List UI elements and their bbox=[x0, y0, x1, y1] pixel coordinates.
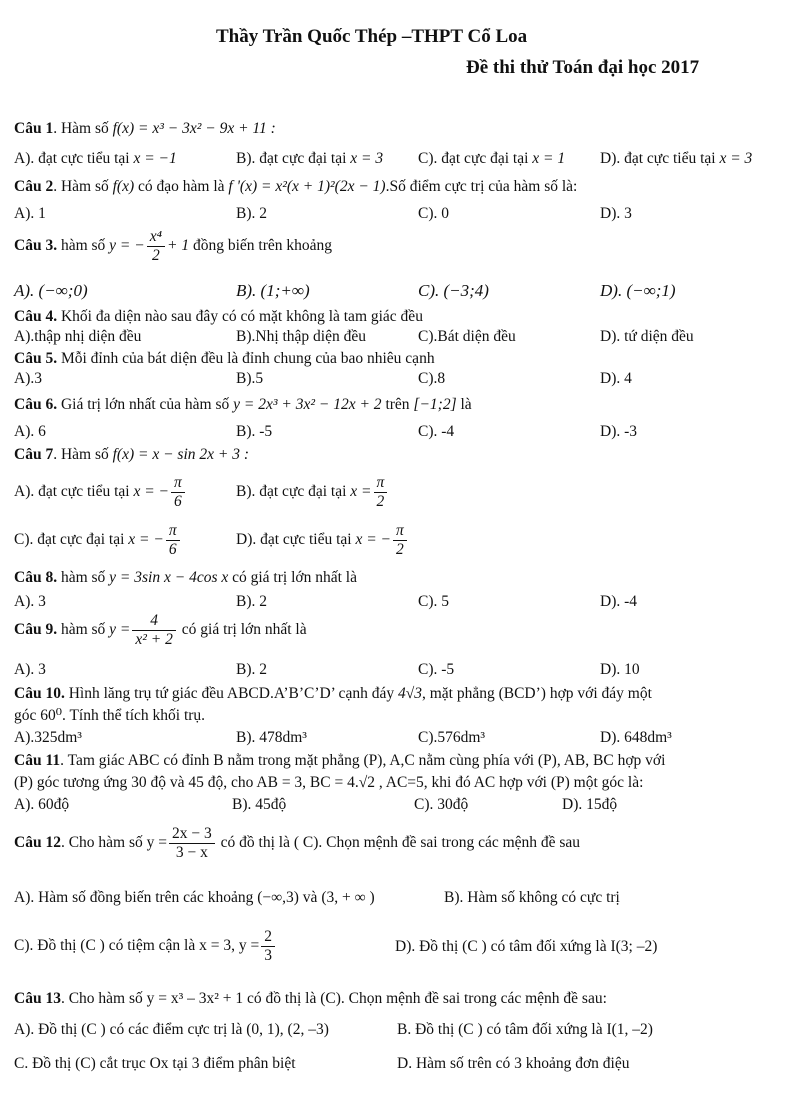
q1-option-a bbox=[14, 150, 177, 168]
q5-option-b: B).5 bbox=[236, 370, 264, 387]
option-fraction bbox=[171, 474, 185, 511]
q11-option-c: C). 30độ bbox=[414, 796, 469, 813]
stem-text: là bbox=[460, 396, 472, 413]
q6-option-b: B). -5 bbox=[236, 423, 273, 440]
fraction-denominator: x² + 2 bbox=[135, 630, 173, 648]
question-7-stem bbox=[14, 446, 249, 464]
fraction-denominator: 6 bbox=[174, 492, 182, 510]
fraction-denominator: 3 − x bbox=[175, 843, 208, 861]
stem-text: có giá trị lớn nhất là bbox=[232, 569, 357, 586]
stem-text: Mỗi đỉnh của bát diện đều là đỉnh chung của bao nhiêu cạnh bbox=[60, 350, 435, 367]
fraction-numerator: π bbox=[393, 522, 407, 541]
q11-option-b: B). 45độ bbox=[232, 796, 287, 813]
q7-option-d bbox=[236, 522, 409, 559]
stem-formula: f(x) = x³ − 3x² − 9x + 11 : bbox=[112, 120, 276, 137]
q7-option-b bbox=[236, 474, 389, 511]
q8-option-d: D). -4 bbox=[600, 593, 638, 610]
question-1-stem bbox=[14, 120, 276, 138]
option-text: C). đạt cực đại tại bbox=[418, 150, 529, 167]
q1-option-c bbox=[418, 150, 565, 168]
q3-option-b: B). (1;+∞) bbox=[236, 281, 310, 300]
option-fraction bbox=[261, 928, 275, 965]
question-5-stem bbox=[14, 350, 435, 368]
q8-option-a: A). 3 bbox=[14, 593, 46, 610]
q4-option-c: C).Bát diện đều bbox=[418, 328, 516, 345]
question-11-stem bbox=[14, 752, 665, 770]
stem-formula: 4√3 bbox=[397, 685, 422, 702]
question-8-stem bbox=[14, 569, 357, 587]
q12-option-c bbox=[14, 928, 277, 965]
q9-option-c: C). -5 bbox=[418, 661, 455, 678]
stem-formula: y = 2x³ + 3x² − 12x + 2 bbox=[233, 396, 382, 413]
q11-option-a: A). 60độ bbox=[14, 796, 70, 813]
q13-option-c: C. Đồ thị (C) cắt trục Ox tại 3 điểm phân biệt bbox=[14, 1055, 296, 1072]
option-text: B). đạt cực đại tại bbox=[236, 482, 347, 500]
question-13-stem bbox=[14, 990, 607, 1008]
stem-text: Giá trị lớn nhất của hàm số bbox=[60, 396, 230, 413]
fraction-numerator: π bbox=[166, 522, 180, 541]
question-12-stem bbox=[14, 825, 580, 862]
stem-formula: f(x) bbox=[112, 178, 135, 195]
q2-option-b: B). 2 bbox=[236, 205, 267, 222]
q5-option-c: C).8 bbox=[418, 370, 446, 387]
stem-text: . Hàm số bbox=[53, 178, 109, 195]
option-formula: x = − bbox=[128, 530, 164, 548]
fraction-denominator: 2 bbox=[376, 492, 385, 510]
fraction-numerator: π bbox=[171, 474, 185, 493]
stem-formula: f(x) = x − sin 2x + 3 : bbox=[112, 446, 250, 463]
option-text: A). đạt cực tiểu tại bbox=[14, 150, 130, 167]
q10-option-c: C).576dm³ bbox=[418, 729, 486, 746]
option-formula: x = 1 bbox=[532, 150, 566, 167]
fraction-denominator: 2 bbox=[152, 246, 160, 264]
question-3-stem bbox=[14, 228, 332, 265]
fraction-numerator: x⁴ bbox=[147, 228, 165, 247]
fraction-denominator: 6 bbox=[168, 540, 177, 558]
q6-option-a: A). 6 bbox=[14, 423, 46, 440]
question-label: Câu 6. bbox=[14, 396, 58, 413]
stem-fraction bbox=[169, 825, 215, 862]
option-formula: x = 3 bbox=[350, 150, 384, 167]
q4-option-d: D). tứ diện đều bbox=[600, 328, 694, 345]
question-label: Câu 8. bbox=[14, 569, 58, 586]
q13-option-a: A). Đồ thị (C ) có các điểm cực trị là (0, 1), (2, –3) bbox=[14, 1021, 329, 1038]
option-text: C). đạt cực đại tại bbox=[14, 530, 125, 548]
option-formula: x = − bbox=[133, 482, 169, 500]
question-10-line2: góc 60⁰. Tính thể tích khối trụ. bbox=[14, 707, 206, 724]
stem-text: Khối đa diện nào sau đây có có mặt không là tam giác đều bbox=[60, 308, 423, 325]
question-label: Câu 7 bbox=[14, 446, 54, 463]
stem-formula: y = bbox=[109, 620, 131, 638]
stem-text: hàm số bbox=[60, 569, 106, 586]
question-10-stem bbox=[14, 685, 652, 703]
question-label: Câu 4. bbox=[14, 308, 58, 325]
q11-option-d: D). 15độ bbox=[562, 796, 618, 813]
q13-option-d: D. Hàm số trên có 3 khoảng đơn điệu bbox=[397, 1055, 630, 1072]
stem-text: . Hàm số bbox=[53, 120, 109, 137]
stem-text: .Số điểm cực trị của hàm số là: bbox=[385, 178, 578, 195]
stem-text: . Cho hàm số y = x³ – 3x² + 1 có đồ thị là (C). Chọn mệnh đề sai trong các mệnh đề sau: bbox=[60, 990, 607, 1007]
option-text: A). đạt cực tiểu tại bbox=[14, 482, 130, 500]
question-label: Câu 2 bbox=[14, 178, 54, 195]
option-text: C). Đồ thị (C ) có tiệm cận là x = 3, y = bbox=[14, 936, 260, 954]
stem-text: có đạo hàm là bbox=[138, 178, 225, 195]
q3-option-c: C). (−3;4) bbox=[418, 281, 489, 300]
q6-option-d: D). -3 bbox=[600, 423, 638, 440]
question-label: Câu 13 bbox=[14, 990, 61, 1007]
stem-text: . Hàm số bbox=[53, 446, 109, 463]
stem-formula: y = bbox=[146, 833, 168, 851]
fraction-numerator: π bbox=[374, 474, 388, 493]
stem-text: . Tam giác ABC có đỉnh B nằm trong mặt phẳng (P), A,C nằm cùng phía với (P), AB, BC hợp với bbox=[60, 752, 666, 769]
stem-interval: [−1;2] bbox=[413, 396, 457, 413]
q5-option-a: A).3 bbox=[14, 370, 42, 387]
question-11-line2: (P) góc tương ứng 30 độ và 45 độ, cho AB = 3, BC = 4.√2 , AC=5, khi đó AC hợp với (P) một góc là: bbox=[14, 774, 644, 791]
stem-fraction bbox=[147, 228, 165, 265]
q6-option-c: C). -4 bbox=[418, 423, 455, 440]
q1-option-b bbox=[236, 150, 383, 168]
q10-option-d: D). 648dm³ bbox=[600, 729, 672, 746]
question-6-stem bbox=[14, 396, 472, 414]
q2-option-d: D). 3 bbox=[600, 205, 632, 222]
question-label: Câu 1 bbox=[14, 120, 54, 137]
q12-option-b: B). Hàm số không có cực trị bbox=[444, 889, 620, 906]
fraction-numerator: 2 bbox=[261, 928, 275, 947]
question-label: Câu 3. bbox=[14, 236, 58, 254]
stem-text: , mặt phẳng (BCD’) hợp với đáy một bbox=[421, 685, 652, 702]
author-title: Thầy Trần Quốc Thép –THPT Cổ Loa bbox=[216, 26, 528, 47]
option-fraction bbox=[166, 522, 180, 559]
exam-title: Đề thi thử Toán đại học 2017 bbox=[466, 57, 700, 78]
stem-fraction bbox=[132, 612, 176, 649]
q8-option-b: B). 2 bbox=[236, 593, 267, 610]
stem-formula: f '(x) = x²(x + 1)²(2x − 1) bbox=[228, 178, 386, 195]
stem-text: hàm số bbox=[60, 620, 106, 638]
question-9-stem bbox=[14, 612, 307, 649]
option-formula: x = bbox=[350, 482, 372, 500]
fraction-numerator: 4 bbox=[132, 612, 176, 631]
q4-option-b: B).Nhị thập diện đều bbox=[236, 328, 367, 345]
q8-option-c: C). 5 bbox=[418, 593, 449, 610]
q1-option-d bbox=[600, 150, 752, 168]
question-label: Câu 9. bbox=[14, 620, 58, 638]
stem-text: có đồ thị là ( C). Chọn mệnh đề sai trong các mệnh đề sau bbox=[220, 833, 581, 851]
fraction-numerator: 2x − 3 bbox=[169, 825, 215, 844]
stem-text: trên bbox=[385, 396, 410, 413]
q2-option-a: A). 1 bbox=[14, 205, 46, 222]
question-label: Câu 11 bbox=[14, 752, 61, 769]
option-fraction bbox=[393, 522, 407, 559]
option-fraction bbox=[374, 474, 388, 511]
q9-option-b: B). 2 bbox=[236, 661, 267, 678]
stem-text: hàm số bbox=[60, 236, 106, 254]
stem-text: . Cho hàm số bbox=[60, 833, 143, 851]
q12-option-a: A). Hàm số đồng biến trên các khoảng (−∞,3) và (3, + ∞ ) bbox=[14, 889, 375, 906]
q7-option-c bbox=[14, 522, 182, 559]
question-label: Câu 12 bbox=[14, 833, 61, 851]
q2-option-c: C). 0 bbox=[418, 205, 449, 222]
question-label: Câu 5. bbox=[14, 350, 58, 367]
q7-option-a bbox=[14, 474, 187, 511]
stem-text: Hình lăng trụ tứ giác đều ABCD.A’B’C’D’ cạnh đáy bbox=[68, 685, 395, 702]
stem-formula: + 1 bbox=[167, 236, 190, 254]
option-formula: x = −1 bbox=[133, 150, 177, 167]
q10-option-a: A).325dm³ bbox=[14, 729, 82, 746]
stem-formula: y = − bbox=[109, 236, 145, 254]
option-text: B). đạt cực đại tại bbox=[236, 150, 347, 167]
option-formula: x = 3 bbox=[719, 150, 753, 167]
option-text: D). đạt cực tiểu tại bbox=[600, 150, 716, 167]
q13-option-b: B. Đồ thị (C ) có tâm đối xứng là I(1, –2) bbox=[397, 1021, 653, 1038]
q5-option-d: D). 4 bbox=[600, 370, 632, 387]
fraction-denominator: 2 bbox=[396, 540, 404, 558]
q3-option-a: A). (−∞;0) bbox=[14, 281, 88, 300]
stem-text: có giá trị lớn nhất là bbox=[181, 620, 307, 638]
question-2-stem bbox=[14, 178, 577, 196]
q9-option-d: D). 10 bbox=[600, 661, 640, 678]
question-label: Câu 10. bbox=[14, 685, 65, 702]
q3-option-d: D). (−∞;1) bbox=[600, 281, 676, 300]
q4-option-a: A).thập nhị diện đều bbox=[14, 328, 142, 345]
q10-option-b: B). 478dm³ bbox=[236, 729, 307, 746]
q12-option-d: D). Đồ thị (C ) có tâm đối xứng là I(3; –2) bbox=[395, 938, 658, 955]
question-4-stem bbox=[14, 308, 423, 326]
stem-text: đồng biến trên khoảng bbox=[192, 236, 333, 254]
option-text: D). đạt cực tiểu tại bbox=[236, 530, 352, 548]
q9-option-a: A). 3 bbox=[14, 661, 46, 678]
option-formula: x = − bbox=[355, 530, 391, 548]
stem-formula: y = 3sin x − 4cos x bbox=[109, 569, 229, 586]
fraction-denominator: 3 bbox=[264, 946, 272, 964]
